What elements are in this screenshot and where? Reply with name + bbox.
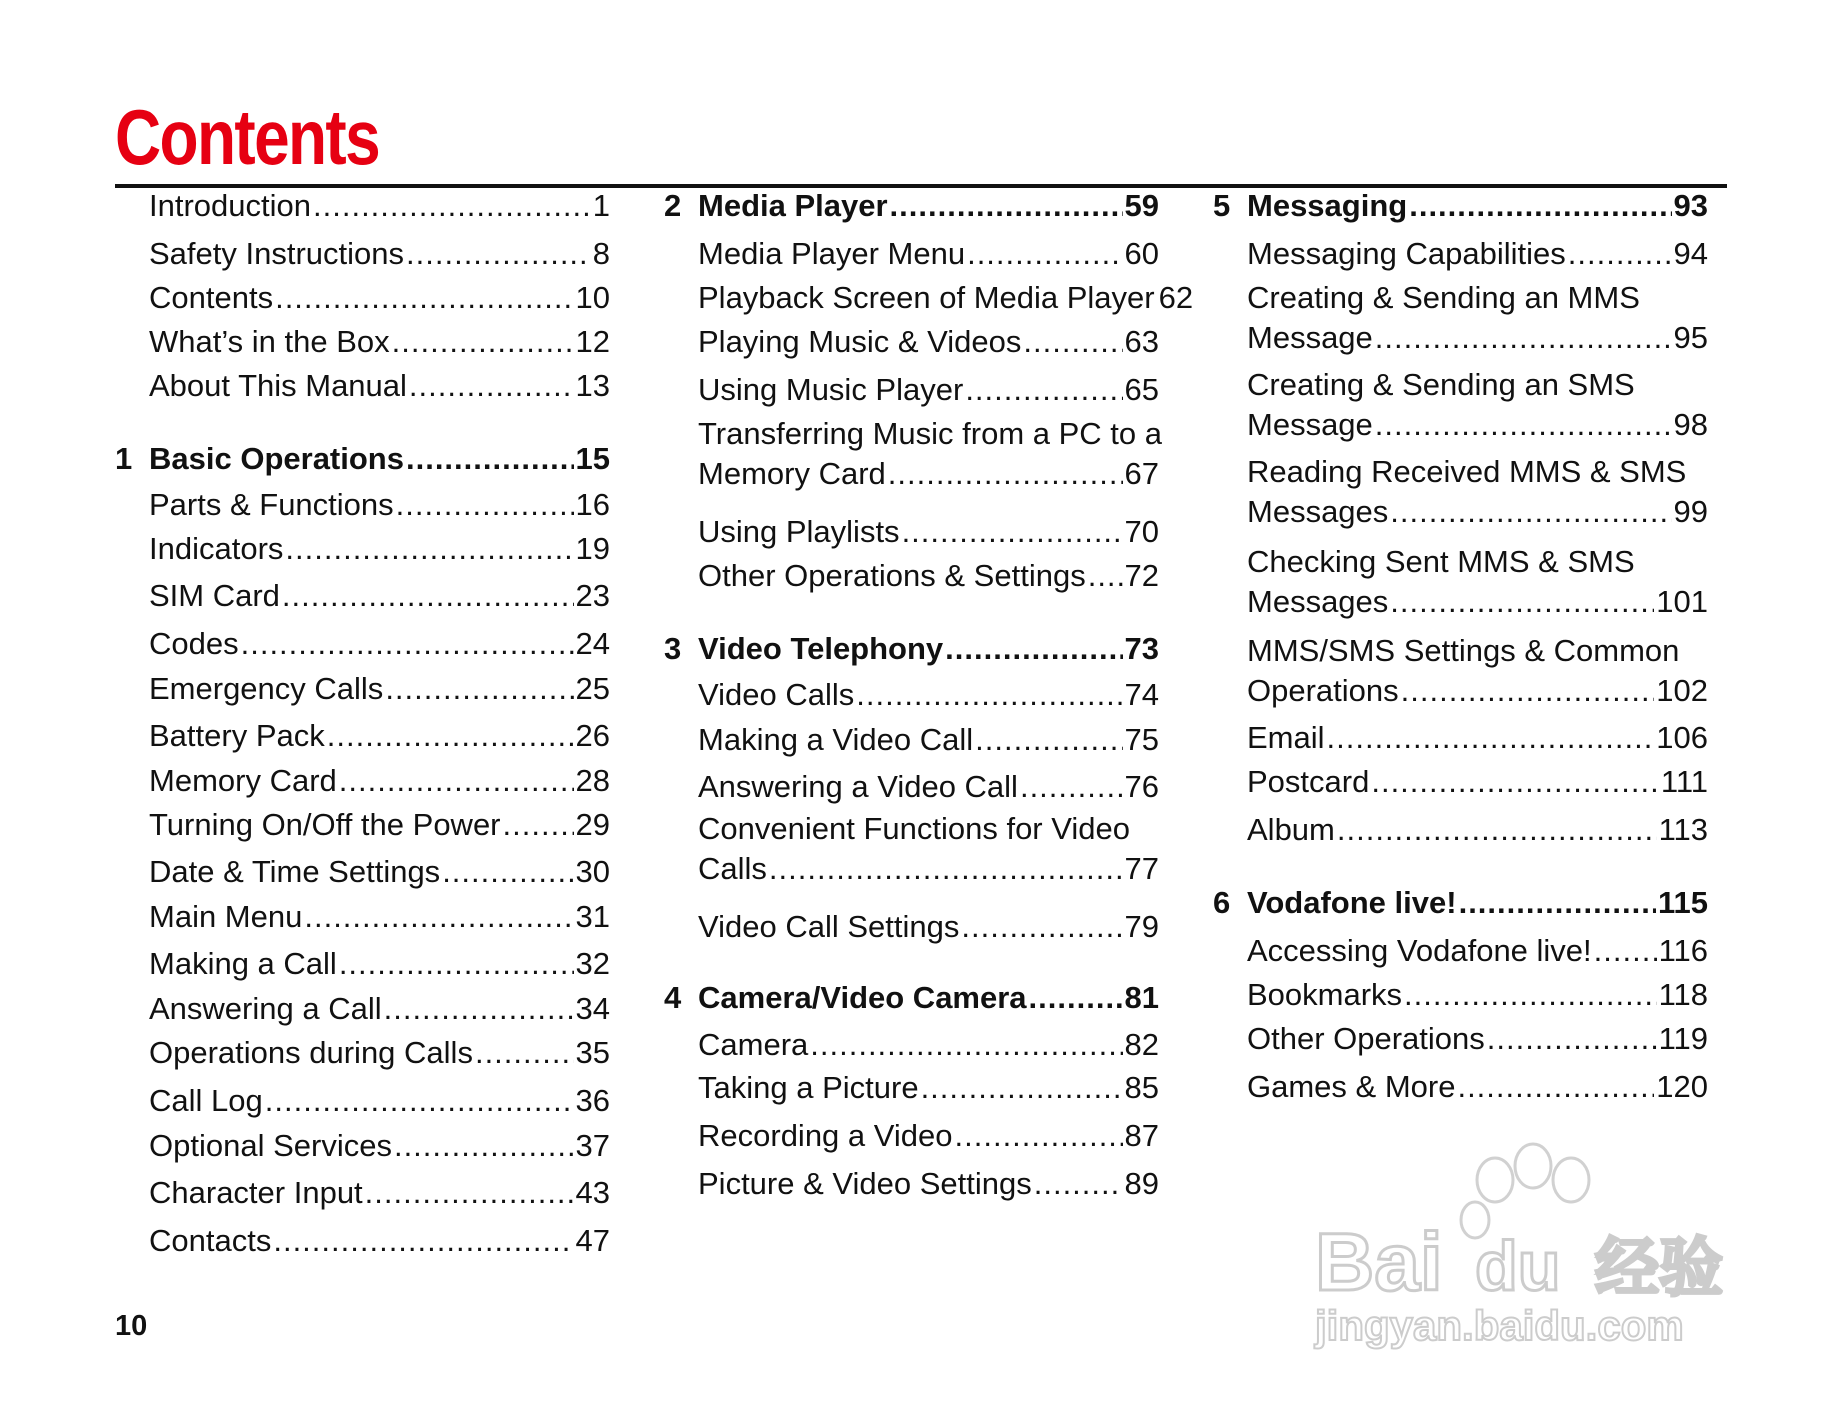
entry-page-number: 120 [1656, 1069, 1708, 1104]
entry-title: SIM Card [149, 578, 280, 613]
entry-title: Date & Time Settings [149, 854, 441, 889]
dot-leader [1337, 810, 1657, 850]
entry-title: Video Telephony [698, 631, 944, 666]
entry-page-number: 87 [1124, 1118, 1159, 1153]
dot-leader [365, 1173, 574, 1213]
entry-page-number: 26 [575, 718, 610, 753]
dot-leader [921, 1068, 1123, 1108]
entry-page-number: 62 [1158, 280, 1194, 315]
dot-leader [1459, 883, 1656, 923]
entry-title: Parts & Functions [149, 487, 394, 522]
entry-title: Memory Card [149, 763, 337, 798]
chapter-number: 3 [664, 631, 682, 666]
entry-page-number: 29 [575, 807, 610, 842]
entry-title: Transferring Music from a PC to a [698, 416, 1162, 451]
entry-page-number: 31 [575, 899, 610, 934]
entry-page-number: 67 [1124, 456, 1159, 491]
entry-page-number: 95 [1673, 320, 1708, 355]
entry-page-number: 85 [1124, 1070, 1159, 1105]
entry-title: Main Menu [149, 899, 303, 934]
dot-leader [1375, 318, 1672, 358]
entry-title: Postcard [1247, 764, 1370, 799]
entry-page-number: 24 [575, 626, 610, 661]
entry-title: Using Music Player [698, 372, 964, 407]
dot-leader [275, 278, 573, 318]
entry-title: Creating & Sending an MMS [1247, 280, 1640, 315]
entry-title: Emergency Calls [149, 671, 384, 706]
entry-page-number: 93 [1673, 188, 1708, 223]
entry-page-number: 34 [575, 991, 610, 1026]
entry-page-number: 63 [1124, 324, 1159, 359]
watermark-url: jingyan.baidu.com [1315, 1302, 1684, 1349]
dot-leader [327, 716, 574, 756]
entry-title: Playback Screen of Media Player [698, 280, 1155, 315]
entry-page-number: 115 [1657, 885, 1708, 920]
entry-title: Indicators [149, 531, 284, 566]
dot-leader [406, 439, 574, 479]
entry-title: Other Operations & Settings [698, 558, 1086, 593]
entry-title: Messaging [1247, 188, 1408, 223]
dot-leader [1568, 234, 1672, 274]
entry-title: Codes [149, 626, 239, 661]
dot-leader [955, 1116, 1123, 1156]
entry-title: Memory Card [698, 456, 886, 491]
entry-title: Turning On/Off the Power [149, 807, 501, 842]
entry-page-number: 47 [575, 1223, 610, 1258]
watermark-cn: 经验 [1595, 1232, 1723, 1306]
entry-title: Contents [149, 280, 274, 315]
entry-title: Recording a Video [698, 1118, 953, 1153]
entry-title: Message [1247, 320, 1373, 355]
baidu-jingyan-watermark [1305, 1140, 1745, 1350]
entry-title: Introduction [149, 188, 311, 223]
dot-leader [503, 805, 574, 845]
entry-page-number: 79 [1124, 909, 1159, 944]
dot-leader [967, 234, 1122, 274]
entry-page-number: 59 [1124, 188, 1159, 223]
entry-title: Video Calls [698, 677, 855, 712]
chapter-number: 1 [115, 441, 133, 476]
entry-page-number: 82 [1124, 1027, 1159, 1062]
entry-page-number: 111 [1660, 764, 1708, 799]
entry-page-number: 8 [592, 236, 610, 271]
entry-page-number: 74 [1124, 677, 1159, 712]
dot-leader [1020, 767, 1123, 807]
entry-title: Picture & Video Settings [698, 1166, 1032, 1201]
entry-title: Bookmarks [1247, 977, 1403, 1012]
entry-title: MMS/SMS Settings & Common [1247, 633, 1680, 668]
entry-title: Basic Operations [149, 441, 404, 476]
entry-title: Answering a Video Call [698, 769, 1018, 804]
dot-leader [888, 454, 1123, 494]
entry-title: Playing Music & Videos [698, 324, 1022, 359]
dot-leader [241, 624, 574, 664]
dot-leader [1401, 671, 1655, 711]
dot-leader [339, 761, 574, 801]
dot-leader [385, 669, 573, 709]
entry-page-number: 16 [575, 487, 610, 522]
entry-page-number: 70 [1124, 514, 1159, 549]
entry-title: Messages [1247, 584, 1389, 619]
entry-page-number: 101 [1656, 584, 1708, 619]
entry-title: Vodafone live! [1247, 885, 1457, 920]
dot-leader [1409, 186, 1671, 226]
entry-title: Media Player [698, 188, 888, 223]
dot-leader [285, 529, 573, 569]
dot-leader [409, 366, 574, 406]
entry-title: Camera [698, 1027, 809, 1062]
dot-leader [339, 944, 574, 984]
entry-title: Message [1247, 407, 1373, 442]
entry-title: Album [1247, 812, 1335, 847]
entry-page-number: 89 [1124, 1166, 1159, 1201]
page-number: 10 [115, 1310, 148, 1342]
dot-leader [475, 1033, 574, 1073]
entry-title: Battery Pack [149, 718, 325, 753]
entry-page-number: 60 [1124, 236, 1159, 271]
entry-title: Creating & Sending an SMS [1247, 367, 1635, 402]
entry-title: What’s in the Box [149, 324, 390, 359]
entry-page-number: 12 [575, 324, 610, 359]
entry-page-number: 65 [1124, 372, 1159, 407]
entry-title: Answering a Call [149, 991, 382, 1026]
entry-page-number: 94 [1673, 236, 1708, 271]
entry-title: Calls [698, 851, 767, 886]
dot-leader [975, 720, 1122, 760]
entry-title: Call Log [149, 1083, 263, 1118]
entry-page-number: 15 [575, 441, 610, 476]
entry-title: Making a Video Call [698, 722, 974, 757]
entry-title: Taking a Picture [698, 1070, 919, 1105]
dot-leader [313, 186, 591, 226]
dot-leader [1404, 975, 1657, 1015]
entry-page-number: 1 [592, 188, 610, 223]
chapter-number: 4 [664, 980, 682, 1015]
dot-leader [1487, 1019, 1657, 1059]
dot-leader [265, 1081, 574, 1121]
entry-page-number: 72 [1124, 558, 1159, 593]
chapter-number: 5 [1213, 188, 1231, 223]
dot-leader [961, 907, 1122, 947]
dot-leader [273, 1221, 573, 1261]
watermark-brand: Bai [1315, 1217, 1443, 1308]
entry-title: Operations during Calls [149, 1035, 473, 1070]
entry-page-number: 32 [575, 946, 610, 981]
dot-leader [1023, 322, 1122, 362]
entry-page-number: 28 [575, 763, 610, 798]
dot-leader [1029, 978, 1123, 1018]
entry-page-number: 10 [575, 280, 610, 315]
entry-title: Accessing Vodafone live! [1247, 933, 1592, 968]
dot-leader [396, 485, 574, 525]
entry-page-number: 13 [575, 368, 610, 403]
entry-page-number: 19 [575, 531, 610, 566]
dot-leader [1390, 582, 1654, 622]
dot-leader [392, 322, 574, 362]
dot-leader [1327, 718, 1655, 758]
entry-title: Other Operations [1247, 1021, 1485, 1056]
entry-title: Email [1247, 720, 1325, 755]
dot-leader [769, 849, 1123, 889]
entry-page-number: 30 [575, 854, 610, 889]
dot-leader [902, 512, 1123, 552]
entry-page-number: 81 [1124, 980, 1159, 1015]
entry-title: About This Manual [149, 368, 407, 403]
entry-page-number: 113 [1658, 812, 1708, 847]
dot-leader [1390, 492, 1671, 532]
entry-page-number: 25 [575, 671, 610, 706]
dot-leader [1371, 762, 1659, 802]
entry-title: Optional Services [149, 1128, 392, 1163]
entry-title: Video Call Settings [698, 909, 960, 944]
dot-leader [1034, 1164, 1123, 1204]
entry-page-number: 73 [1124, 631, 1159, 666]
entry-page-number: 99 [1673, 494, 1708, 529]
entry-title: Messages [1247, 494, 1389, 529]
dot-leader [282, 576, 574, 616]
entry-title: Operations [1247, 673, 1399, 708]
dot-leader [965, 370, 1122, 410]
entry-page-number: 119 [1658, 1021, 1708, 1056]
dot-leader [304, 897, 573, 937]
entry-page-number: 23 [575, 578, 610, 613]
entry-title: Using Playlists [698, 514, 900, 549]
entry-title: Messaging Capabilities [1247, 236, 1566, 271]
entry-page-number: 35 [575, 1035, 610, 1070]
entry-page-number: 76 [1124, 769, 1159, 804]
chapter-number: 2 [664, 188, 682, 223]
dot-leader [856, 675, 1122, 715]
chapter-number: 6 [1213, 885, 1231, 920]
dot-leader [442, 852, 573, 892]
dot-leader [406, 234, 591, 274]
dot-leader [1088, 556, 1123, 596]
dot-leader [945, 629, 1122, 669]
entry-page-number: 77 [1124, 851, 1159, 886]
entry-page-number: 118 [1658, 977, 1708, 1012]
entry-page-number: 75 [1124, 722, 1159, 757]
watermark-brand-2: du [1475, 1227, 1561, 1305]
entry-title: Checking Sent MMS & SMS [1247, 544, 1635, 579]
entry-title: Safety Instructions [149, 236, 405, 271]
entry-page-number: 98 [1673, 407, 1708, 442]
dot-leader [1457, 1067, 1654, 1107]
entry-title: Convenient Functions for Video [698, 811, 1130, 846]
entry-title: Making a Call [149, 946, 337, 981]
dot-leader [384, 989, 574, 1029]
entry-title: Media Player Menu [698, 236, 966, 271]
dot-leader [1375, 405, 1672, 445]
entry-page-number: 37 [575, 1128, 610, 1163]
page-title: Contents [115, 93, 380, 181]
entry-title: Contacts [149, 1223, 272, 1258]
entry-title: Camera/Video Camera [698, 980, 1027, 1015]
entry-page-number: 36 [575, 1083, 610, 1118]
dot-leader [394, 1126, 574, 1166]
entry-page-number: 106 [1656, 720, 1708, 755]
entry-title: Reading Received MMS & SMS [1247, 454, 1687, 489]
dot-leader [810, 1025, 1122, 1065]
dot-leader [1594, 931, 1657, 971]
dot-leader [890, 186, 1123, 226]
entry-title: Games & More [1247, 1069, 1456, 1104]
entry-page-number: 102 [1656, 673, 1708, 708]
entry-page-number: 43 [575, 1175, 610, 1210]
entry-page-number: 116 [1658, 933, 1708, 968]
entry-title: Character Input [149, 1175, 363, 1210]
paw-logo-icon [1461, 1144, 1589, 1238]
